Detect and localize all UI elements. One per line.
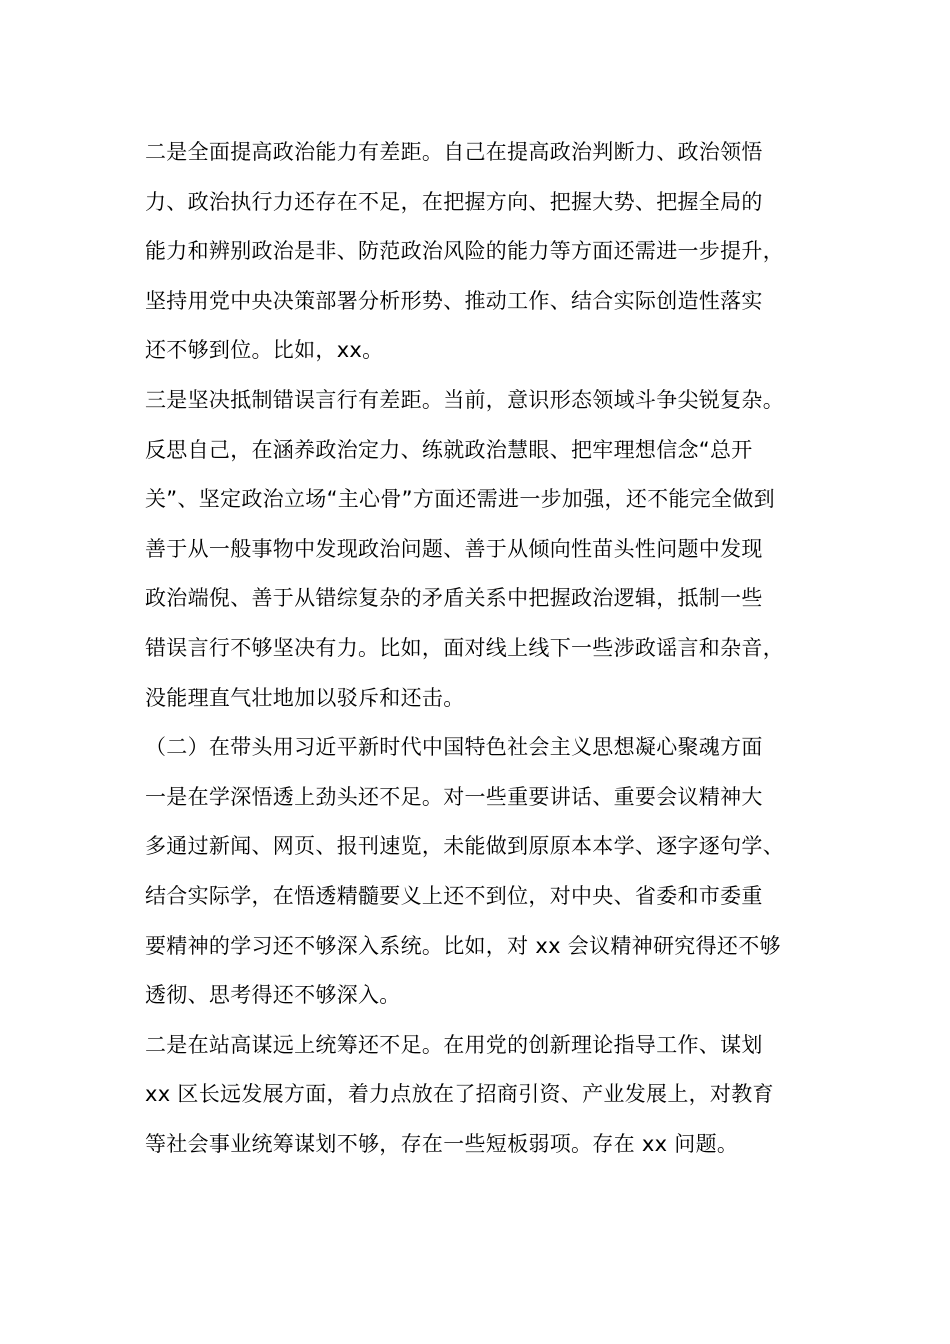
text-line: 关”、坚定政治立场“主心骨”方面还需进一步加强，还不能完全做到 (145, 487, 775, 512)
text-line: 透彻、思考得还不够深入。 (145, 983, 401, 1008)
text-line: 政治端倪、善于从错综复杂的矛盾关系中把握政治逻辑，抵制一些 (145, 586, 763, 611)
text-line: xx 区长远发展方面，着力点放在了招商引资、产业发展上，对教育 (145, 1082, 774, 1107)
text-line: 二是在站高谋远上统筹还不足。在用党的创新理论指导工作、谋划 (145, 1032, 763, 1057)
text-line: 三是坚决抵制错误言行有差距。当前，意识形态领域斗争尖锐复杂。 (145, 387, 784, 412)
text-line: 能力和辨别政治是非、防范政治风险的能力等方面还需进一步提升， (145, 239, 784, 264)
text-line: 没能理直气壮地加以驳斥和还击。 (145, 685, 465, 710)
text-line: 还不够到位。比如，xx。 (145, 338, 384, 363)
text-line: 一是在学深悟透上劲头还不足。对一些重要讲话、重要会议精神大 (145, 784, 763, 809)
text-line: 二是全面提高政治能力有差距。自己在提高政治判断力、政治领悟 (145, 140, 763, 164)
text-line: 善于从一般事物中发现政治问题、善于从倾向性苗头性问题中发现 (145, 536, 763, 561)
section-heading: （二）在带头用习近平新时代中国特色社会主义思想凝心聚魂方面 (145, 735, 763, 760)
document-body (145, 128, 835, 1169)
text-line: 结合实际学，在悟透精髓要义上还不到位，对中央、省委和市委重 (145, 883, 763, 908)
text-line: 要精神的学习还不够深入系统。比如，对 xx 会议精神研究得还不够 (145, 933, 781, 958)
text-line: 力、政治执行力还存在不足，在把握方向、把握大势、把握全局的 (145, 189, 763, 214)
text-line: 坚持用党中央决策部署分析形势、推动工作、结合实际创造性落实 (145, 288, 763, 313)
text-line: 多通过新闻、网页、报刊速览，未能做到原原本本学、逐字逐句学、 (145, 834, 784, 859)
text-line: 等社会事业统筹谋划不够，存在一些短板弱项。存在 xx 问题。 (145, 1131, 739, 1156)
text-line: 反思自己，在涵养政治定力、练就政治慧眼、把牢理想信念“总开 (145, 437, 753, 462)
text-line: 错误言行不够坚决有力。比如，面对线上线下一些涉政谣言和杂音， (145, 635, 784, 660)
